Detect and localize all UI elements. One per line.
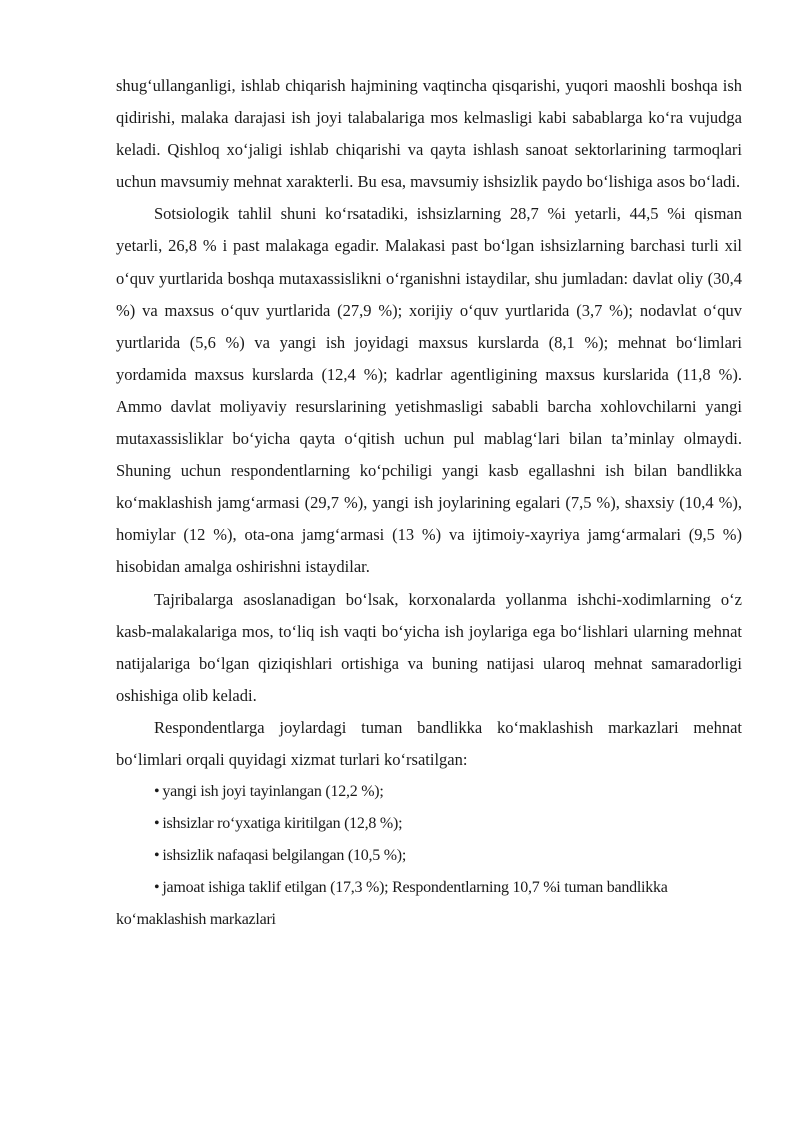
paragraph-services-intro: Respondentlarga joylardagi tuman bandlikka ko‘maklashish markazlari mehnat bo‘limlari orqali quyidagi xizmat turlari ko‘rsatilgan:	[116, 717, 742, 769]
bullet-icon: •	[154, 847, 160, 865]
bullet-icon: •	[154, 879, 160, 897]
list-item: • yangi ish joyi tayinlangan (12,2 %);	[154, 783, 384, 801]
list-item: • ishsizlar ro‘yxatiga kiritilgan (12,8 %);	[154, 815, 403, 833]
list-item: • ishsizlik nafaqasi belgilangan (10,5 %);	[154, 847, 407, 865]
paragraph-sociological-analysis: Sotsiologik tahlil shuni ko‘rsatadiki, ishsizlarning 28,7 %i yetarli, 44,5 %i qisman yetarli, 26,8 % i past malakaga egadir. Malakasi past bo‘lgan ishsizlarning barchasi turli xil o‘quv yurtlarida boshqa mutaxassislikni o‘rganishni istaydilar, shu jumladan: davlat oliy (30,4 %) va maxsus o‘quv yurtlarida (27,9 %); xorijiy o‘quv yurtlarida (3,7 %); nodavlat o‘quv yurtlarida (5,6 %) va yangi ish joyidagi maxsus kurslarda (8,1 %); mehnat bo‘limlari yordamida maxsus kurslarda (12,4 %); kadrlar agentligining maxsus kurslarida (11,8 %). Ammo davlat moliyaviy resurslarining yetishmasligi sababli barcha xohlovchilarni yangi mutaxassisliklar bo‘yicha qayta o‘qitish uchun pul mablag‘lari bilan ta’minlay olmaydi. Shuning uchun respondentlarning ko‘pchiligi yangi kasb egallashni ish bilan bandlikka ko‘maklashish jamg‘armasi (29,7 %), yangi ish joylarining egalari (7,5 %), shaxsiy (10,4 %), homiylar (12 %), ota-ona jamg‘armasi (13 %) va ijtimoiy-xayriya jamg‘armalari (9,5 %) hisobidan amalga oshirishni istaydilar.	[116, 204, 742, 577]
list-item: • jamoat ishiga taklif etilgan (17,3 %); Respondentlarning 10,7 %i tuman bandlikka ko‘maklashish markazlari	[116, 879, 668, 929]
bullet-icon: •	[154, 815, 160, 833]
paragraph-experience: Tajribalarga asoslanadigan bo‘lsak, korxonalarda yollanma ishchi-xodimlarning o‘z kasb-malakalariga mos, to‘liq ish vaqti bo‘yicha ish joylariga ega bo‘lishlari ularning mehnat natijalariga bo‘lgan qiziqishlari ortishiga va buning natijasi ularoq mehnat samaradorligi oshishiga olib keladi.	[116, 589, 742, 705]
paragraph-continuation: shug‘ullanganligi, ishlab chiqarish hajmining vaqtincha qisqarishi, yuqori maoshli boshqa ish qidirishi, malaka darajasi ish joyi talabalariga mos kelmasligi kabi sabablarga ko‘ra vujudga keladi. Qishloq xo‘jaligi ishlab chiqarishi va qayta ishlash sanoat sektorlarining tarmoqlari uchun mavsumiy mehnat xarakterli. Bu esa, mavsumiy ishsizlik paydo bo‘lishiga asos bo‘ladi.	[116, 76, 742, 192]
services-list	[116, 776, 742, 936]
document-page	[116, 70, 742, 937]
bullet-icon: •	[154, 783, 160, 801]
